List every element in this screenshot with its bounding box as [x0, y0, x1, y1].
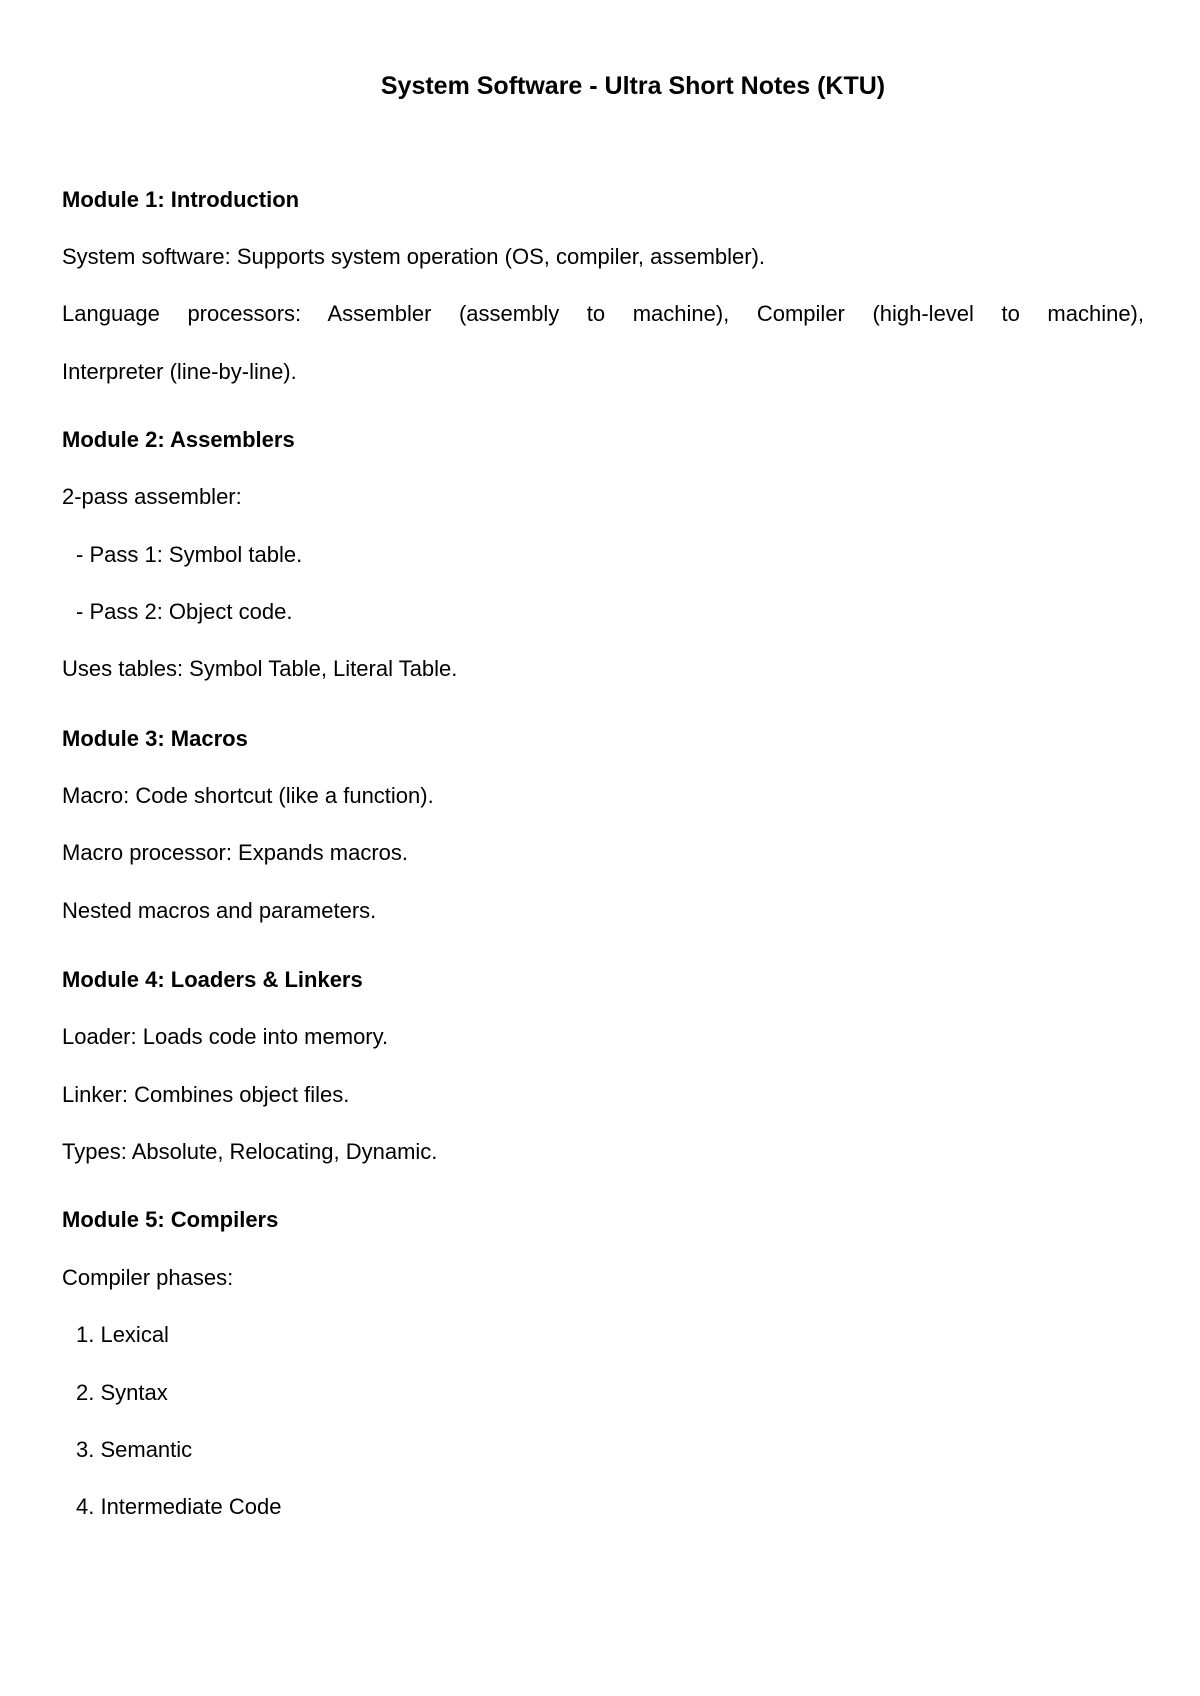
module-2-line-pass-2: - Pass 2: Object code.	[76, 599, 293, 624]
module-4-line-linker: Linker: Combines object files.	[62, 1082, 350, 1107]
module-1-heading: Module 1: Introduction	[62, 187, 300, 212]
module-3-line-nested-macros: Nested macros and parameters.	[62, 898, 377, 923]
module-3-line-macro: Macro: Code shortcut (like a function).	[62, 783, 434, 808]
module-3-heading: Module 3: Macros	[62, 726, 248, 751]
module-5-heading: Module 5: Compilers	[62, 1207, 279, 1232]
document-title: System Software - Ultra Short Notes (KTU)	[380, 72, 886, 100]
module-2-line-pass-1: - Pass 1: Symbol table.	[76, 542, 303, 567]
module-5-phase-item: 1. Lexical	[76, 1322, 169, 1347]
module-5-phase-item: 2. Syntax	[76, 1380, 168, 1405]
module-1-line-system-software: System software: Supports system operation (OS, compiler, assembler).	[62, 244, 766, 269]
module-3-line-macro-processor: Macro processor: Expands macros.	[62, 840, 409, 865]
module-2-line-two-pass: 2-pass assembler:	[62, 484, 242, 509]
module-1-line-interpreter: Interpreter (line-by-line).	[62, 359, 297, 384]
module-5-phase-item: 3. Semantic	[76, 1437, 193, 1462]
module-2-heading: Module 2: Assemblers	[62, 427, 295, 452]
module-4-line-types: Types: Absolute, Relocating, Dynamic.	[62, 1139, 438, 1164]
module-4-line-loader: Loader: Loads code into memory.	[62, 1024, 389, 1049]
module-2-line-tables: Uses tables: Symbol Table, Literal Table.	[62, 656, 458, 681]
module-5-phase-item: 4. Intermediate Code	[76, 1494, 282, 1519]
module-1-line-language-processors: Language processors: Assembler (assembly to machine), Compiler (high-level to machine),	[62, 301, 1144, 326]
module-4-heading: Module 4: Loaders & Linkers	[62, 967, 363, 992]
module-5-line-compiler-phases: Compiler phases:	[62, 1265, 234, 1290]
